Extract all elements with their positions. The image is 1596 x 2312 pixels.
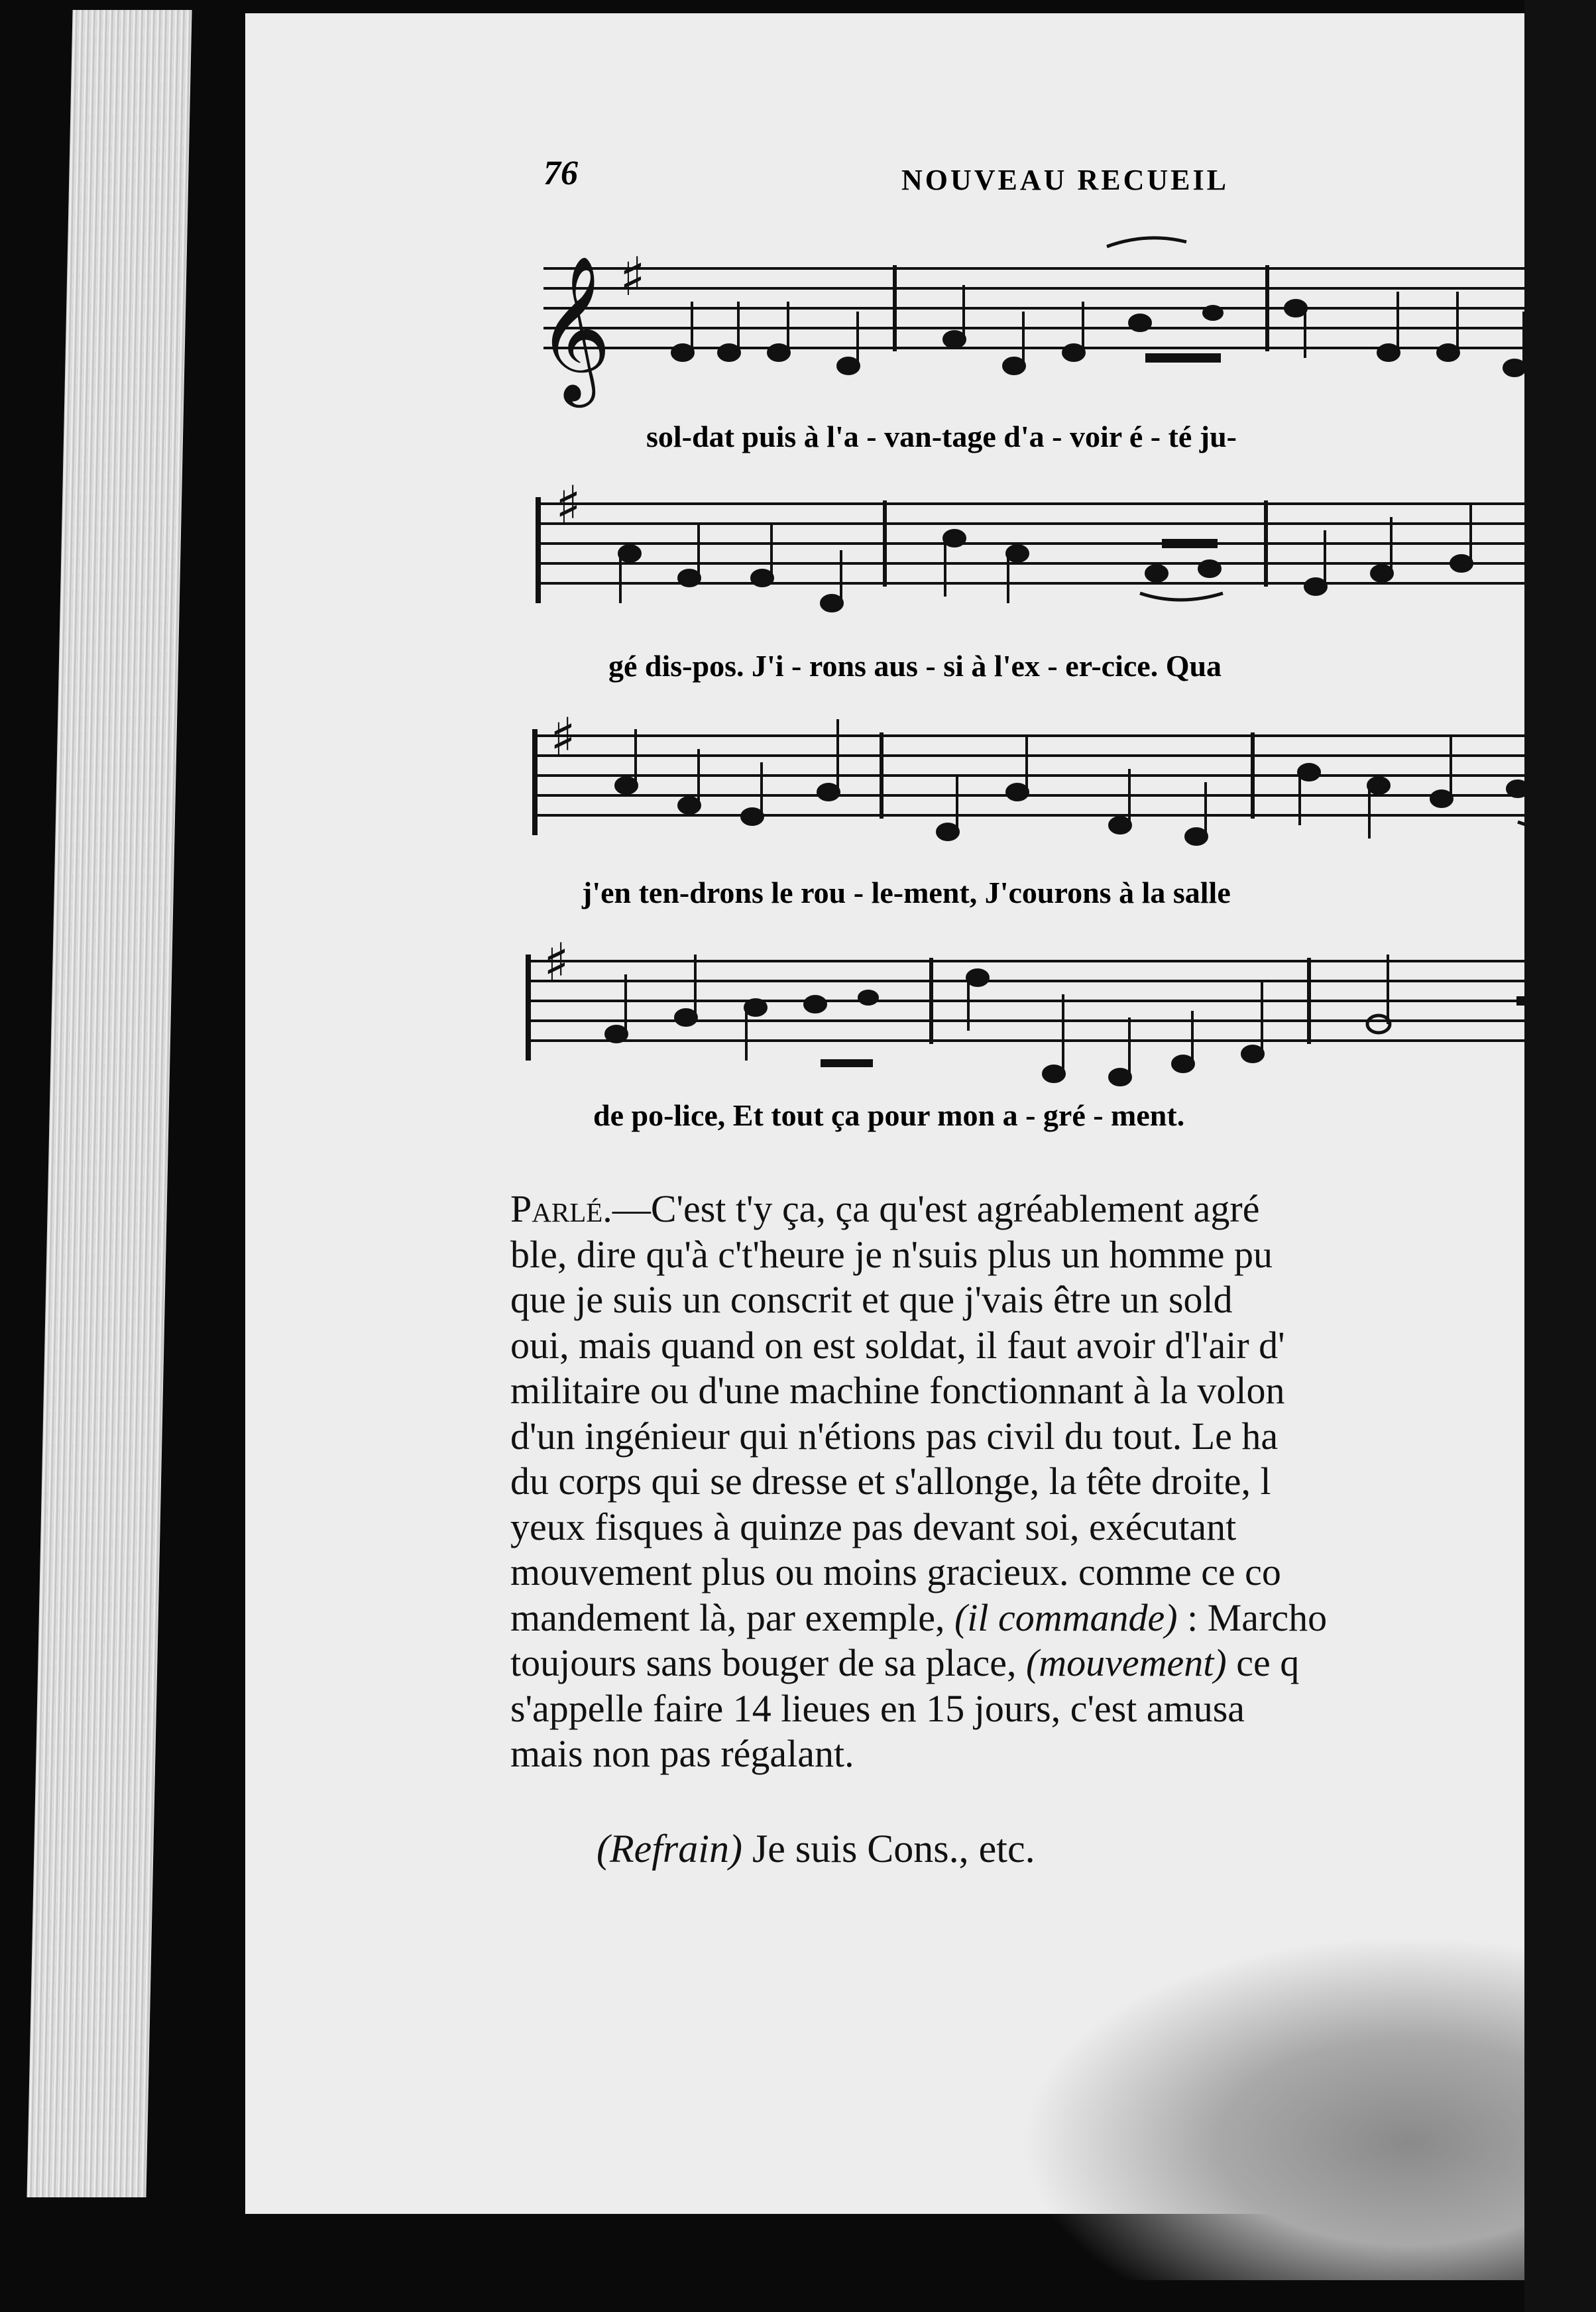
stage-direction: (il commande): [954, 1595, 1178, 1639]
text-line: Parlé.—C'est t'y ça, ça qu'est agréablement agré: [510, 1187, 1260, 1230]
refrain-label: (Refrain): [597, 1827, 742, 1871]
lyrics-line-1: sol-dat puis à l'a - van-tage d'a - voir é - té ju-: [646, 420, 1237, 453]
sharp-icon: ♯: [550, 707, 576, 768]
music-notation: [0, 0, 1596, 1140]
text-line: ble, dire qu'à c't'heure je n'suis plus un homme pu: [510, 1232, 1273, 1276]
text-line: mais non pas régalant.: [510, 1732, 854, 1775]
text-line: oui, mais quand on est soldat, il faut avoir d'l'air d': [510, 1323, 1285, 1367]
text-line: s'appelle faire 14 lieues en 15 jours, c'est amusa: [510, 1686, 1245, 1730]
text-line: toujours sans bouger de sa place, (mouvement) ce q: [510, 1641, 1300, 1684]
notes-staff-2: [619, 504, 1552, 611]
notes-staff-1: [672, 285, 1525, 376]
sharp-icon: ♯: [555, 475, 581, 536]
staff-4: [527, 954, 1551, 1061]
lyrics-line-4: de po-lice, Et tout ça pour mon a - gré - ment.: [593, 1098, 1185, 1132]
text-line: du corps qui se dresse et s'allonge, la tête droite, l: [510, 1460, 1271, 1503]
staff-1: [543, 238, 1564, 351]
text-line: mouvement plus ou moins gracieux. comme ce co: [510, 1550, 1281, 1593]
stage-direction: (mouvement): [1025, 1641, 1227, 1684]
text-line: militaire ou d'une machine fonctionnant à la volon: [510, 1369, 1285, 1412]
treble-clef-icon: 𝄞: [537, 255, 612, 401]
water-stain: [1021, 1936, 1596, 2280]
text-line: que je suis un conscrit et que j'vais être un sold: [510, 1278, 1233, 1321]
notes-staff-3: [616, 719, 1528, 844]
page-number: 76: [543, 154, 578, 192]
staff-2: [537, 497, 1564, 603]
sharp-icon: ♯: [543, 932, 569, 994]
text-line: mandement là, par exemple, (il commande) : Marcho: [510, 1595, 1328, 1639]
spoken-label: Parlé.: [510, 1187, 612, 1230]
staff-3: [534, 729, 1564, 835]
text-line: d'un ingénieur qui n'étions pas civil du tout. Le ha: [510, 1414, 1279, 1458]
refrain-line: (Refrain) Je suis Cons., etc.: [597, 1827, 1035, 1871]
lyrics-line-2: gé dis-pos. J'i - rons aus - si à l'ex - er-cice. Qua: [608, 649, 1222, 683]
lyrics-line-3: j'en ten-drons le rou - le-ment, J'courons à la salle: [582, 876, 1231, 909]
spoken-text: [510, 1186, 1544, 1777]
book-spine: [1524, 0, 1596, 2312]
sharp-icon: ♯: [620, 246, 646, 308]
text-line: yeux fisques à quinze pas devant soi, exécutant: [510, 1505, 1237, 1548]
page-title: NOUVEAU RECUEIL: [901, 164, 1229, 196]
